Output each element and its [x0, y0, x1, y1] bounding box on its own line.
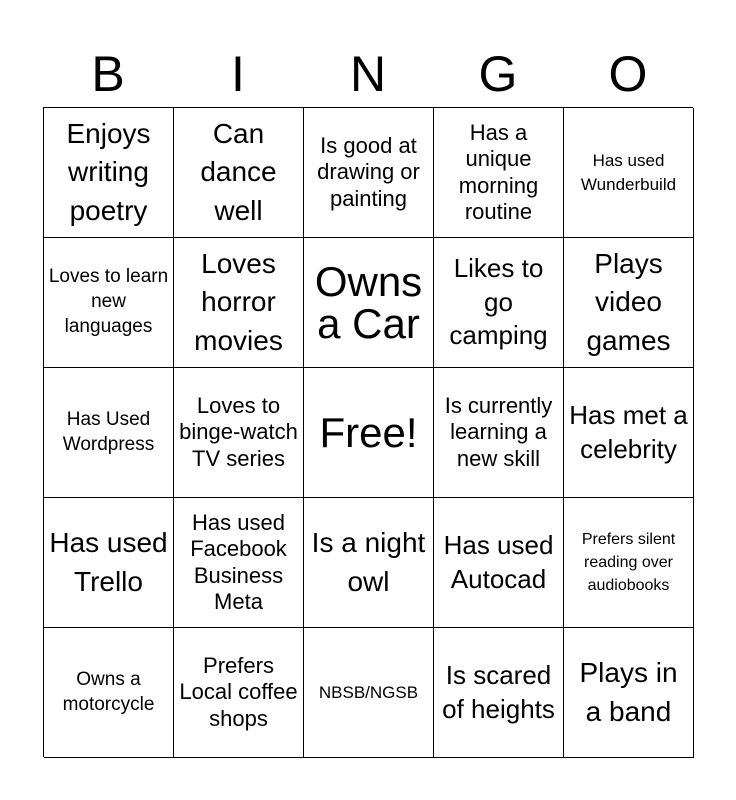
bingo-cell[interactable] — [434, 368, 564, 498]
bingo-cell-text: Loves horror movies — [194, 248, 283, 356]
bingo-cell[interactable] — [564, 108, 694, 238]
bingo-cell-text: Is scared of heights — [442, 659, 555, 724]
bingo-cell-text: Owns a Car — [314, 257, 423, 347]
bingo-cell[interactable] — [304, 498, 434, 628]
bingo-cell-text: Has used Trello — [49, 527, 168, 597]
header-letter-o: O — [608, 46, 648, 102]
bingo-cell-text: Is currently learning a new skill — [444, 392, 553, 471]
bingo-cell[interactable] — [434, 108, 564, 238]
bingo-cell[interactable] — [174, 498, 304, 628]
bingo-cell[interactable] — [44, 368, 174, 498]
bingo-cell-text: Is a night owl — [311, 527, 426, 597]
header-letter-g: G — [478, 46, 518, 102]
bingo-cell-text: Has used Autocad — [443, 529, 554, 594]
bingo-cell-text: Has met a celebrity — [569, 399, 688, 464]
bingo-cell-text: NBSB/NGSB — [318, 682, 419, 702]
bingo-cell[interactable] — [44, 628, 174, 758]
bingo-cell[interactable] — [564, 498, 694, 628]
free-space-label: Free! — [319, 408, 418, 456]
bingo-cell[interactable] — [564, 238, 694, 368]
bingo-cell-text: Likes to go camping — [449, 252, 548, 351]
bingo-cell[interactable] — [44, 498, 174, 628]
bingo-cell[interactable] — [304, 628, 434, 758]
header-letter-n: N — [349, 46, 387, 102]
bingo-cell-text: Has used Wunderbuild — [580, 150, 677, 194]
bingo-cell[interactable] — [174, 238, 304, 368]
header-letter-b: B — [91, 46, 125, 102]
bingo-cell[interactable] — [434, 498, 564, 628]
bingo-cell[interactable] — [434, 628, 564, 758]
bingo-cell-text: Plays video games — [586, 248, 671, 356]
bingo-cell[interactable] — [564, 628, 694, 758]
bingo-cell-text: Is good at drawing or painting — [317, 132, 420, 211]
bingo-cell-text: Prefers silent reading over audiobooks — [581, 530, 676, 595]
bingo-cell-text: Loves to binge-watch TV series — [179, 392, 298, 471]
bingo-cell[interactable] — [44, 238, 174, 368]
bingo-cell[interactable] — [174, 628, 304, 758]
bingo-cell-text: Has a unique morning routine — [458, 119, 539, 224]
bingo-cell[interactable] — [304, 238, 434, 368]
bingo-cell[interactable] — [564, 368, 694, 498]
bingo-cell[interactable] — [174, 108, 304, 238]
bingo-cell-text: Enjoys writing poetry — [66, 118, 151, 226]
bingo-cell[interactable] — [44, 108, 174, 238]
free-space-cell[interactable] — [304, 368, 434, 498]
bingo-cell-text: Can dance well — [200, 118, 277, 226]
bingo-board — [43, 107, 693, 757]
bingo-cell-text: Plays in a band — [579, 657, 678, 727]
bingo-cell-text: Has Used Wordpress — [62, 408, 155, 455]
bingo-cell[interactable] — [174, 368, 304, 498]
bingo-cell[interactable] — [304, 108, 434, 238]
bingo-cell-text: Has used Facebook Business Meta — [190, 509, 287, 614]
header-letter-i: I — [231, 46, 245, 102]
bingo-cell-text: Prefers Local coffee shops — [179, 652, 298, 731]
bingo-cell-text: Owns a motorcycle — [62, 668, 155, 715]
bingo-header — [43, 40, 693, 108]
bingo-cell[interactable] — [434, 238, 564, 368]
bingo-cell-text: Loves to learn new languages — [48, 266, 169, 337]
